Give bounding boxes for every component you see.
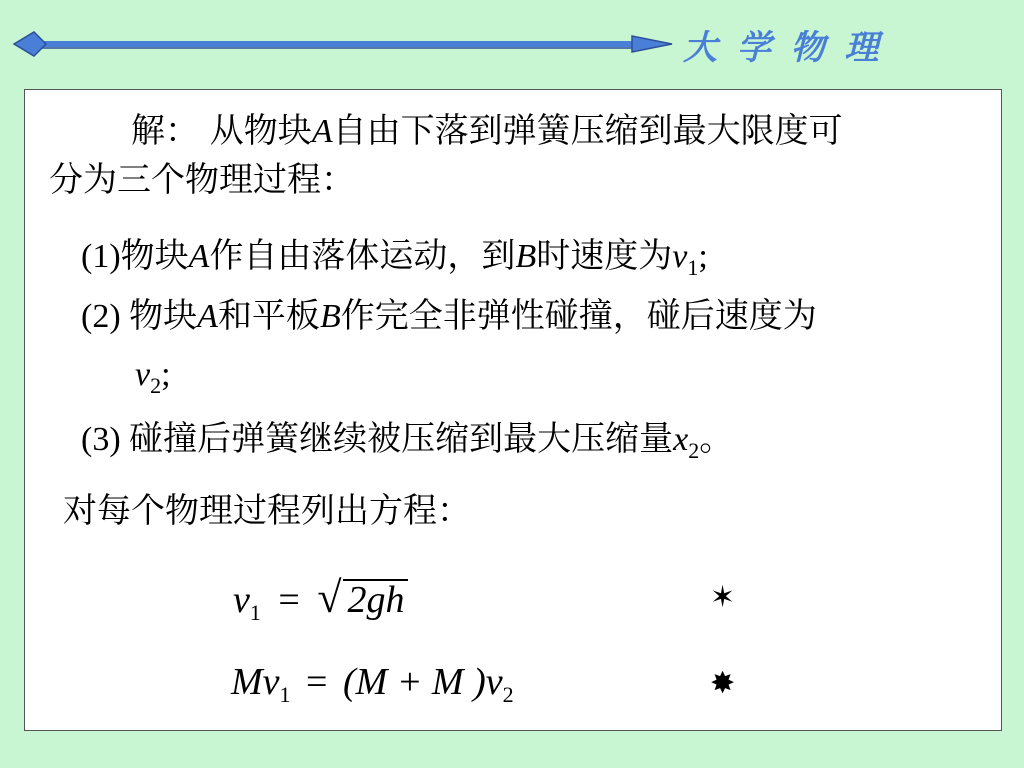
- star-marker-icon: ✶: [710, 580, 736, 615]
- eq2-rhs-group: (M + M ): [342, 661, 486, 703]
- subscript: 1: [687, 255, 699, 280]
- step1-text-a: 作自由落体运动，到: [209, 236, 516, 276]
- intro-text-a: 解： 从物块: [131, 111, 312, 151]
- step3-prefix: (3) 碰撞后弹簧继续被压缩到最大压缩量: [81, 421, 674, 458]
- intro-text-b: 自由下落到弹簧压缩到最大限度可: [332, 111, 843, 151]
- step2-text-a: 和平板: [217, 296, 320, 336]
- equations-intro: 对每个物理过程列出方程：: [63, 491, 471, 531]
- subscript: 2: [150, 373, 162, 398]
- intro-line-2: 分为三个物理过程：: [49, 160, 355, 200]
- subscript: 2: [688, 438, 700, 463]
- eq1-lhs-subscript: 1: [249, 600, 261, 625]
- step-2: [81, 295, 817, 338]
- step1-text-b: 时速度为: [536, 236, 673, 276]
- eq1-equals: =: [278, 579, 300, 621]
- sqrt-icon: √: [317, 573, 342, 622]
- var-x: x: [673, 421, 689, 458]
- eq2-lhs: Mv: [231, 661, 280, 703]
- header-arrow-icon: [0, 0, 680, 70]
- var-B: B: [515, 238, 537, 275]
- var-A: A: [197, 298, 218, 335]
- eq1-radicand: 2gh: [343, 579, 408, 619]
- step-3: [81, 418, 733, 472]
- eq1-lhs: v: [233, 579, 250, 621]
- var-B: B: [319, 298, 341, 335]
- eq2-rhs-subscript: 2: [502, 682, 514, 707]
- step-2-continuation: [135, 353, 171, 407]
- step1-prefix: (1)物块: [81, 238, 189, 275]
- slide-title: 大 学 物 理: [683, 28, 883, 68]
- intro-line-1: [131, 110, 843, 153]
- eq2-equals: =: [306, 661, 328, 703]
- equation-2: [231, 660, 514, 708]
- eq2-rhs-var: v: [485, 661, 503, 703]
- var-v: v: [135, 356, 151, 393]
- var-A: A: [311, 113, 333, 150]
- content-card: [24, 89, 1002, 731]
- var-v: v: [672, 238, 688, 275]
- step2-text-b: 作完全非弹性碰撞，碰后速度为: [340, 296, 817, 336]
- burst-marker-icon: ✸: [710, 666, 736, 701]
- semicolon: ;: [698, 238, 708, 275]
- semicolon: ;: [161, 356, 171, 393]
- equation-1: [233, 572, 408, 626]
- step2-prefix: (2) 物块: [81, 298, 198, 335]
- period: 。: [699, 419, 734, 459]
- step-1: [81, 235, 708, 289]
- eq2-lhs-subscript: 1: [279, 682, 291, 707]
- var-A: A: [188, 238, 210, 275]
